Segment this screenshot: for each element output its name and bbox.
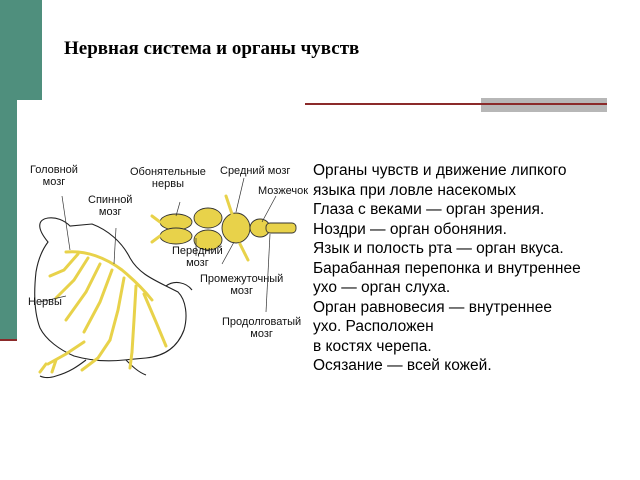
label-obonyatelnye-nervy: Обонятельные нервы — [130, 166, 206, 190]
text-line: Органы чувств и движение липкого — [313, 162, 567, 179]
text-line: Глаза с веками — орган зрения. — [313, 201, 545, 218]
decorative-title-rule — [305, 103, 607, 105]
text-line: Ноздри — орган обоняния. — [313, 220, 507, 238]
text-line: Орган равновесия — внутреннее — [313, 298, 552, 316]
label-promezhutochny-mozg: Промежуточный мозг — [200, 273, 284, 297]
label-sredniy-mozg: Средний мозг — [220, 165, 291, 177]
text-line: ухо — орган слуха. — [313, 279, 451, 296]
label-nervy: Нервы — [28, 296, 62, 308]
text-line: Язык и полость рта — орган вкуса. — [313, 240, 564, 257]
frog-nervous-system-figure — [26, 160, 309, 385]
label-golovnoy-mozg: Головной мозг — [30, 164, 78, 188]
label-peredniy-mozg: Передний мозг — [172, 245, 223, 269]
text-line: Барабанная перепонка и внутреннее — [313, 259, 581, 277]
text-line: в костях черепа. — [313, 337, 432, 355]
slide-body-text — [313, 161, 633, 376]
decorative-gray-block — [481, 98, 607, 112]
text-line: Осязание — всей кожей. — [313, 357, 492, 374]
label-prodolgovaty-mozg: Продолговатый мозг — [222, 316, 302, 340]
label-mozzhechok: Мозжечок — [258, 185, 309, 197]
label-spinnoy-mozg: Спинной мозг — [88, 194, 133, 218]
text-line: языка при ловле насекомых — [313, 181, 517, 199]
slide-title: Нервная система и органы чувств — [64, 38, 360, 59]
decorative-left-rule — [0, 339, 17, 341]
text-line: ухо. Расположен — [313, 318, 434, 335]
